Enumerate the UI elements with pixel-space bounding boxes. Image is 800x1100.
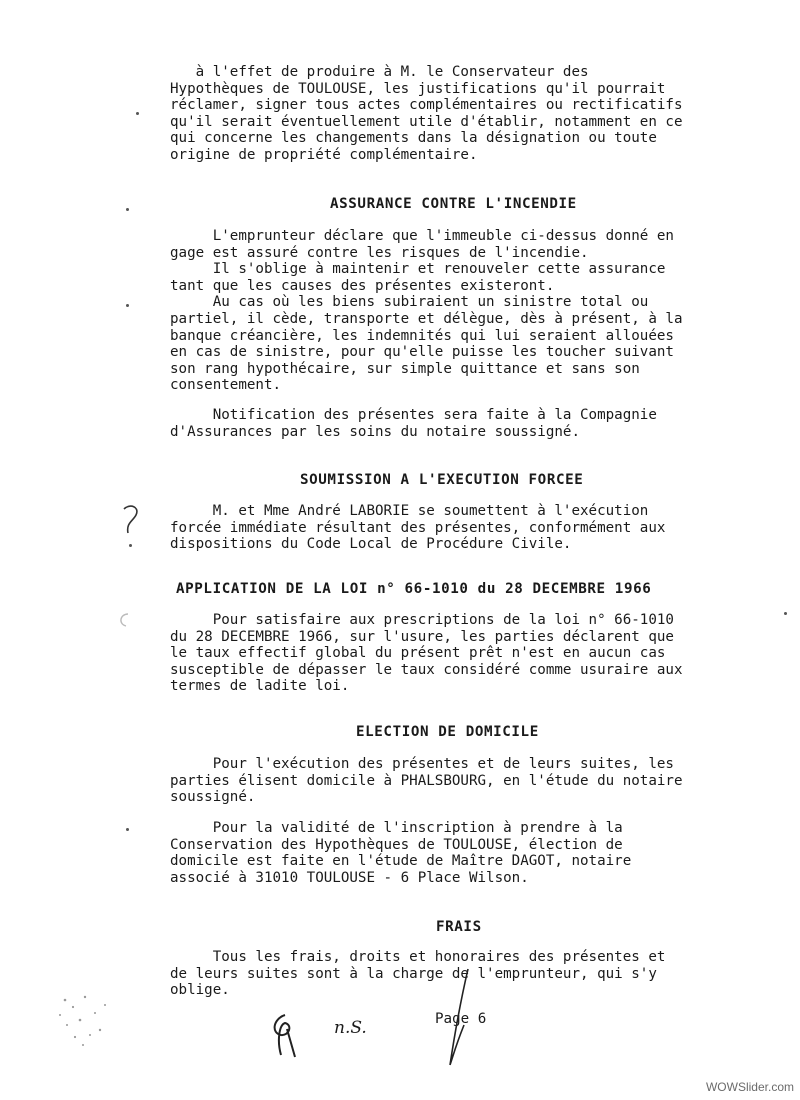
scan-speck bbox=[126, 828, 129, 831]
text-line: gage est assuré contre les risques de l'incendie. bbox=[170, 244, 589, 261]
heading-application-loi: APPLICATION DE LA LOI n° 66-1010 du 28 DECEMBRE 1966 bbox=[176, 581, 652, 597]
text-line: Conservation des Hypothèques de TOULOUSE, élection de bbox=[170, 836, 623, 853]
text-line: le taux effectif global du présent prêt n'est en aucun cas bbox=[170, 645, 666, 662]
text-line: partiel, il cède, transporte et délègue, dès à présent, à la bbox=[170, 310, 683, 327]
handwritten-initials: n.S. bbox=[334, 1018, 367, 1038]
text-line: son rang hypothécaire, sur simple quittance et sans son bbox=[170, 360, 640, 377]
heading-assurance-incendie: ASSURANCE CONTRE L'INCENDIE bbox=[330, 196, 577, 212]
intro-paragraph bbox=[170, 64, 782, 164]
text-line: d'Assurances par les soins du notaire soussigné. bbox=[170, 423, 580, 440]
notification-paragraph bbox=[170, 407, 782, 440]
text-line: dispositions du Code Local de Procédure Civile. bbox=[170, 536, 572, 553]
text-line: oblige. bbox=[170, 982, 230, 999]
text-line: de leurs suites sont à la charge de l'emprunteur, qui s'y bbox=[170, 965, 657, 982]
text-line: Au cas où les biens subiraient un sinistre total ou bbox=[170, 294, 649, 311]
text-line: forcée immédiate résultant des présentes, conformément aux bbox=[170, 519, 666, 536]
text-line: Notification des présentes sera faite à la Compagnie bbox=[170, 407, 657, 423]
text-line: réclamer, signer tous actes complémentaires ou rectificatifs bbox=[170, 97, 683, 114]
text-line: Pour l'exécution des présentes et de leurs suites, les bbox=[170, 756, 674, 772]
text-line: du 28 DECEMBRE 1966, sur l'usure, les parties déclarent que bbox=[170, 628, 674, 645]
text-line: susceptible de dépasser le taux considéré comme usuraire aux bbox=[170, 661, 683, 678]
text-line: origine de propriété complémentaire. bbox=[170, 146, 478, 163]
text-line: soussigné. bbox=[170, 789, 256, 806]
text-line: domicile est faite en l'étude de Maître DAGOT, notaire bbox=[170, 853, 632, 870]
scan-speck bbox=[126, 208, 129, 211]
page-number: Page 6 bbox=[435, 1011, 487, 1027]
scan-speck bbox=[129, 544, 132, 547]
scan-speck bbox=[126, 304, 129, 307]
text-line: M. et Mme André LABORIE se soumettent à l'exécution bbox=[170, 503, 649, 519]
loi-paragraph bbox=[170, 612, 782, 695]
stamp-smudge bbox=[45, 985, 125, 1055]
text-line: consentement. bbox=[170, 377, 282, 394]
scan-speck bbox=[784, 612, 787, 615]
text-line: Pour la validité de l'inscription à prendre à la bbox=[170, 820, 623, 836]
text-line: Pour satisfaire aux prescriptions de la loi n° 66-1010 bbox=[170, 612, 674, 628]
scan-speck bbox=[136, 112, 139, 115]
question-mark-annotation bbox=[118, 503, 148, 539]
text-line: termes de ladite loi. bbox=[170, 678, 350, 695]
text-line: qu'il serait éventuellement utile d'établir, notamment en ce bbox=[170, 113, 683, 130]
text-line: à l'effet de produire à M. le Conservateur des bbox=[170, 64, 589, 80]
signature-stroke bbox=[440, 965, 480, 1075]
text-line: qui concerne les changements dans la désignation ou toute bbox=[170, 130, 657, 147]
soumission-paragraph bbox=[170, 503, 782, 553]
text-line: banque créancière, les indemnités qui lui seraient allouées bbox=[170, 327, 674, 344]
text-line: Il s'oblige à maintenir et renouveler cette assurance bbox=[170, 261, 666, 278]
text-line: en cas de sinistre, pour qu'elle puisse les toucher suivant bbox=[170, 344, 674, 361]
heading-soumission: SOUMISSION A L'EXECUTION FORCEE bbox=[300, 472, 584, 488]
margin-curl-mark bbox=[114, 610, 134, 630]
text-line: tant que les causes des présentes existeront. bbox=[170, 277, 555, 294]
heading-frais: FRAIS bbox=[436, 919, 482, 935]
text-line: L'emprunteur déclare que l'immeuble ci-dessus donné en bbox=[170, 228, 674, 244]
domicile-paragraph-1 bbox=[170, 756, 782, 806]
watermark-text: WOWSlider.com bbox=[705, 1080, 794, 1094]
incendie-paragraph bbox=[170, 228, 782, 394]
text-line: Hypothèques de TOULOUSE, les justifications qu'il pourrait bbox=[170, 80, 666, 97]
heading-election-domicile: ELECTION DE DOMICILE bbox=[356, 724, 539, 740]
text-line: associé à 31010 TOULOUSE - 6 Place Wilson. bbox=[170, 869, 529, 886]
domicile-paragraph-2 bbox=[170, 820, 782, 886]
text-line: parties élisent domicile à PHALSBOURG, en l'étude du notaire bbox=[170, 772, 683, 789]
text-line: Tous les frais, droits et honoraires des présentes et bbox=[170, 949, 666, 965]
